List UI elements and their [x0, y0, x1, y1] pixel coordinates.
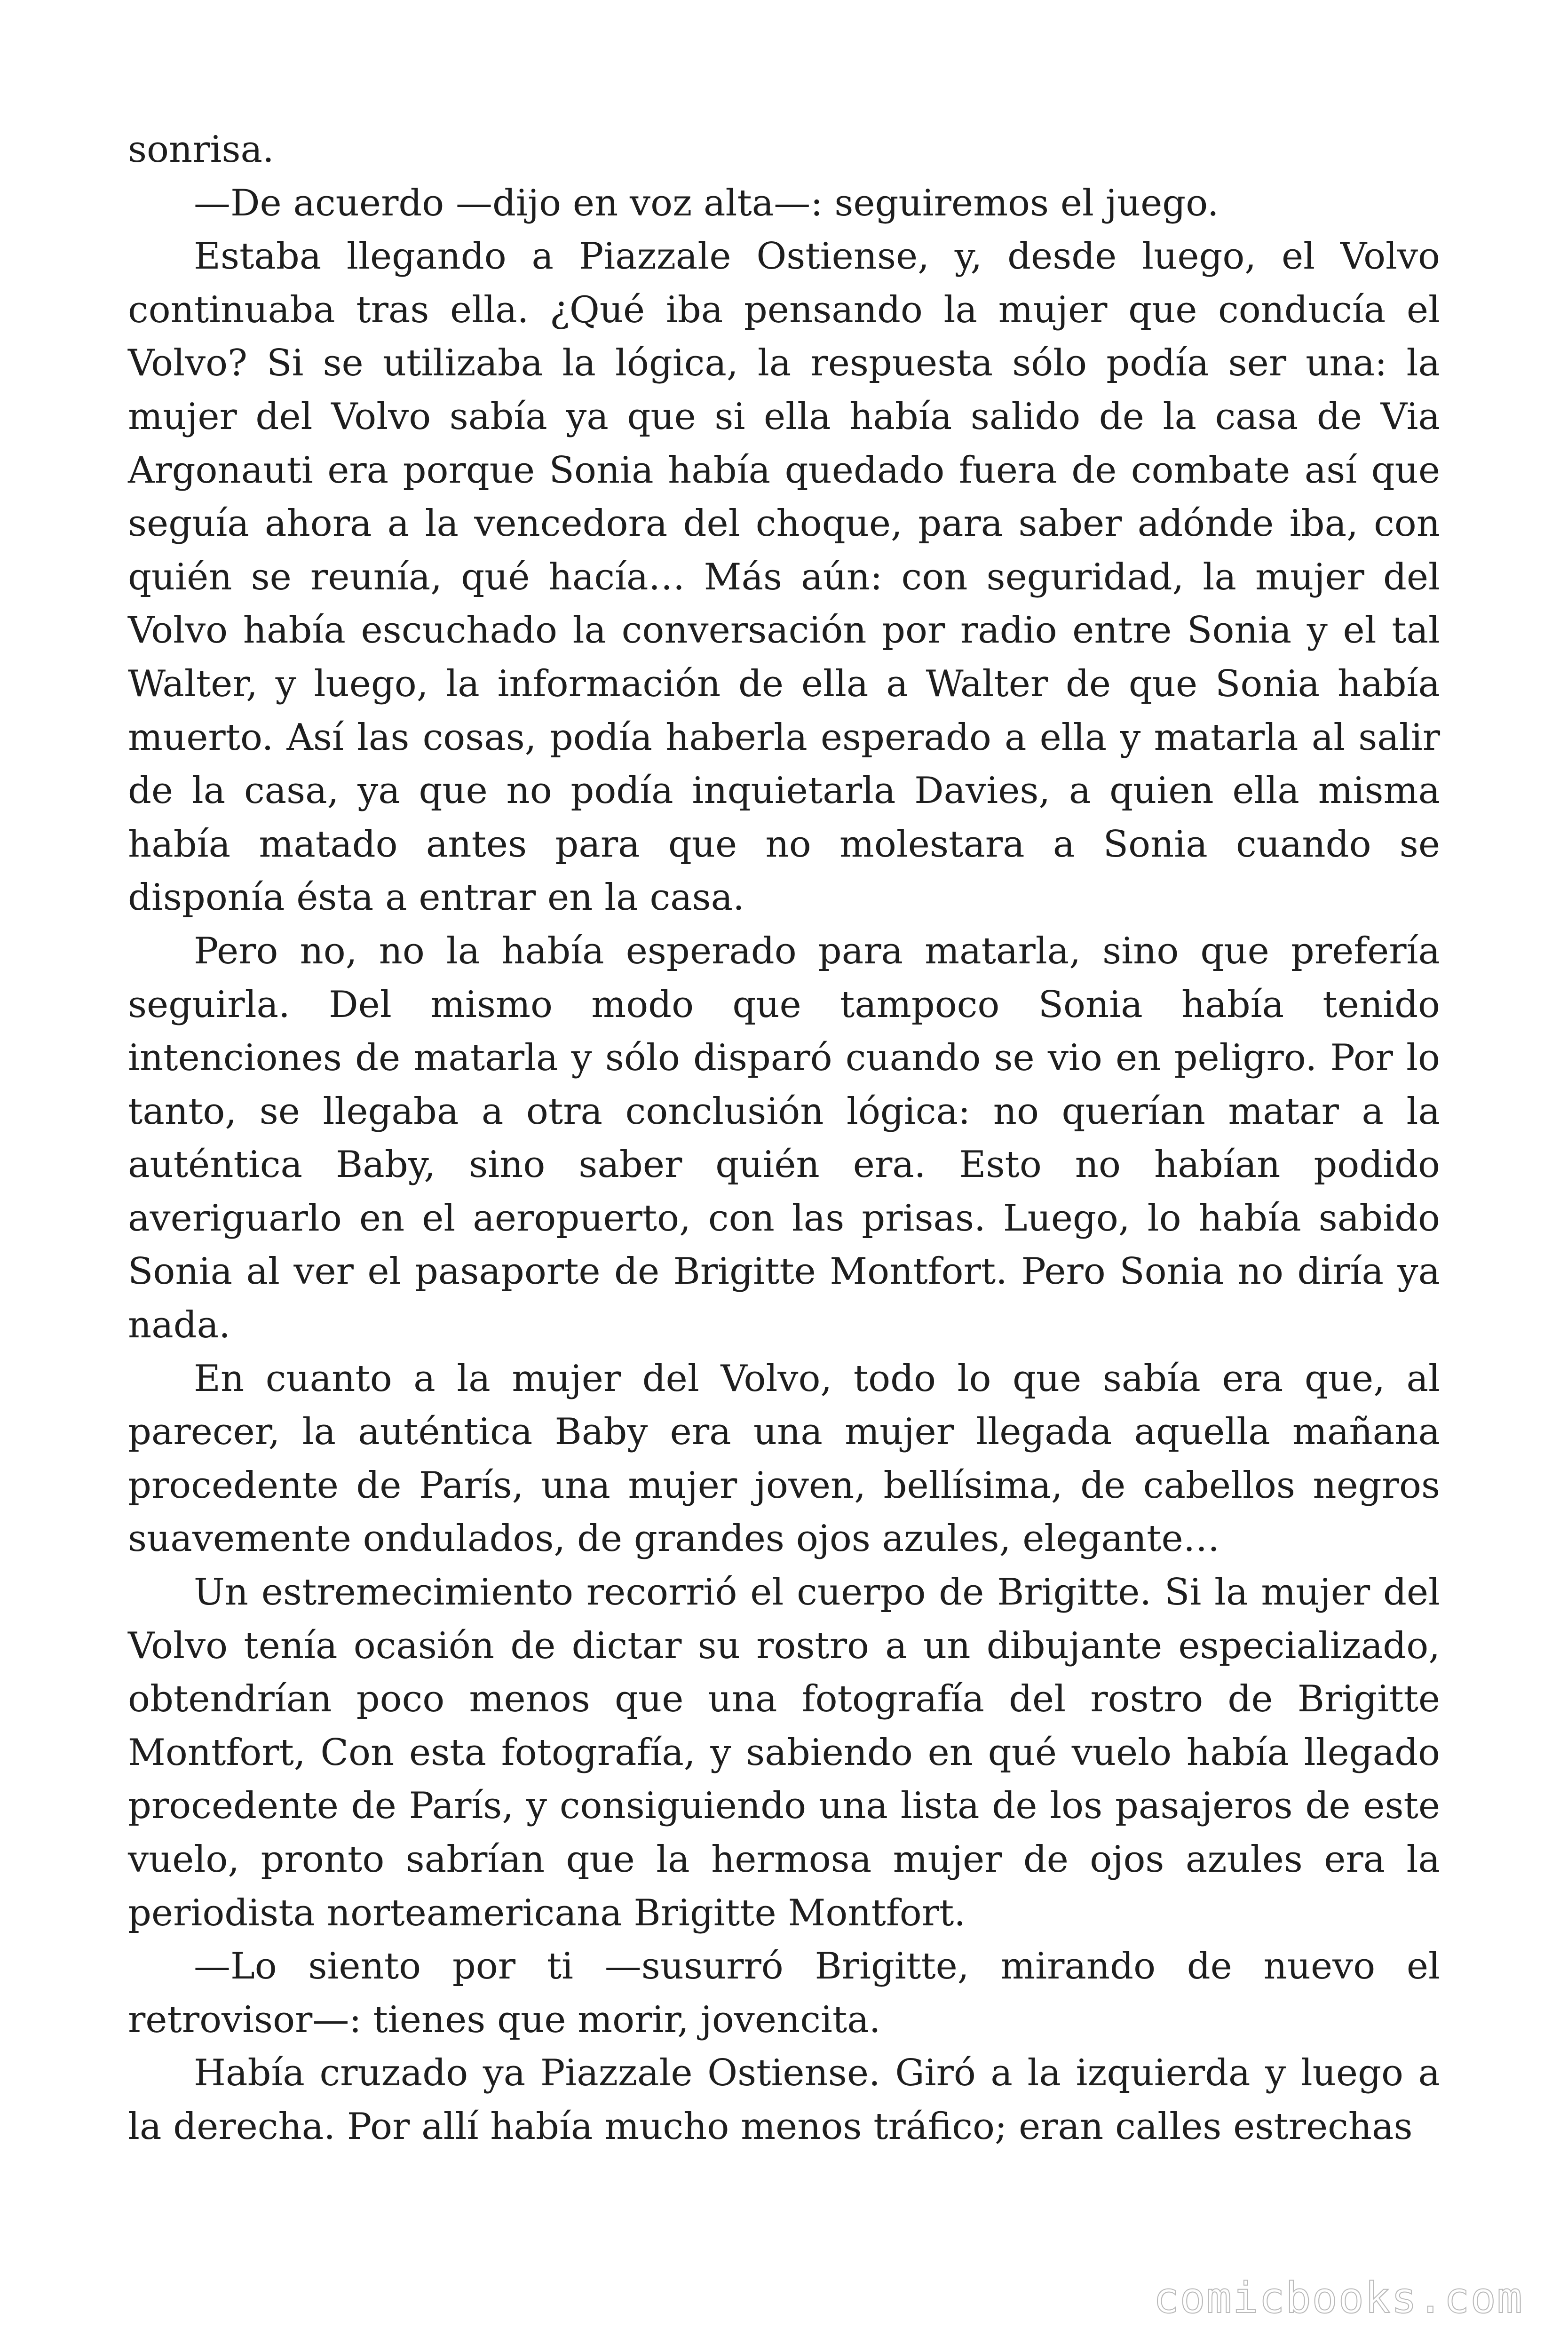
watermark: comicbooks.com: [1153, 2273, 1523, 2323]
paragraph: sonrisa.: [128, 128, 274, 171]
body-text: [128, 123, 1440, 2154]
paragraph: Un estremecimiento recorrió el cuerpo de Brigitte. Si la mujer del Volvo tenía ocasión de dictar su rostro a un dibujante especializado, obtendrían poco menos que una fotografía del rostro de Brigitte Montfort, Con esta fotografía, y sabiendo en qué vuelo había llegado procedente de París, y consiguiendo una lista de los pasajeros de este vuelo, pronto sabrían que la hermosa mujer de ojos azules era la periodista norteamericana Brigitte Montfort.: [128, 1571, 1440, 1934]
paragraph: Pero no, no la había esperado para matarla, sino que prefería seguirla. Del mismo modo que tampoco Sonia había tenido intenciones de matarla y sólo disparó cuando se vio en peligro. Por lo tanto, se llegaba a otra conclusión lógica: no querían matar a la auténtica Baby, sino saber quién era. Esto no habían podido averiguarlo en el aeropuerto, con las prisas. Luego, lo había sabido Sonia al ver el pasaporte de Brigitte Montfort. Pero Sonia no diría ya nada.: [128, 930, 1440, 1347]
paragraph: En cuanto a la mujer del Volvo, todo lo que sabía era que, al parecer, la auténtica Baby era una mujer llegada aquella mañana procedente de París, una mujer joven, bellísima, de cabellos negros suavemente ondulados, de grandes ojos azules, elegante…: [128, 1357, 1440, 1560]
paragraph: Había cruzado ya Piazzale Ostiense. Giró a la izquierda y luego a la derecha. Por allí había mucho menos tráfico; eran calles estrechas: [128, 2052, 1440, 2148]
paragraph: Estaba llegando a Piazzale Ostiense, y, desde luego, el Volvo continuaba tras ella. ¿Qué iba pensando la mujer que conducía el Volvo? Si se utilizaba la lógica, la respuesta sólo podía ser una: la mujer del Volvo sabía ya que si ella había salido de la casa de Via Argonauti era porque Sonia había quedado fuera de combate así que seguía ahora a la vencedora del choque, para saber adónde iba, con quién se reunía, qué hacía… Más aún: con seguridad, la mujer del Volvo había escuchado la conversación por radio entre Sonia y el tal Walter, y luego, la información de ella a Walter de que Sonia había muerto. Así las cosas, podía haberla esperado a ella y matarla al salir de la casa, ya que no podía inquietarla Davies, a quien ella misma había matado antes para que no molestara a Sonia cuando se disponía ésta a entrar en la casa.: [128, 235, 1440, 919]
paragraph: —De acuerdo —dijo en voz alta—: seguiremos el juego.: [194, 182, 1219, 224]
paragraph: —Lo siento por ti —susurró Brigitte, mirando de nuevo el retrovisor—: tienes que morir, jovencita.: [128, 1945, 1440, 2041]
